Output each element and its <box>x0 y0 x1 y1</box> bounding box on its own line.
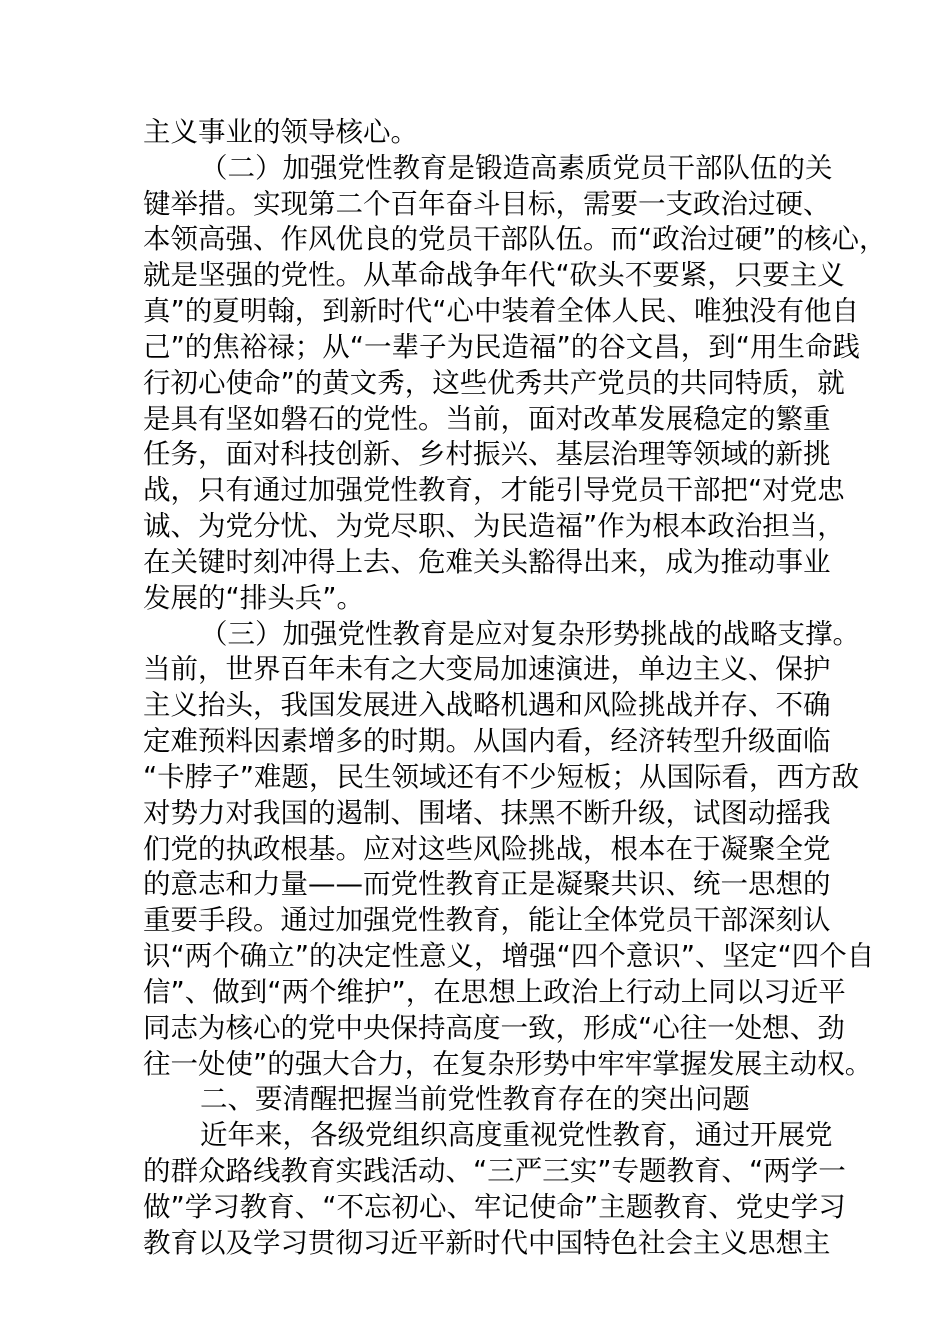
text-line: 的群众路线教育实践活动、“三严三实”专题教育、“两学一 <box>143 1155 846 1188</box>
text-line: 任务，面对科技创新、乡村振兴、基层治理等领域的新挑 <box>143 438 831 471</box>
text-line: “卡脖子”难题，民生领域还有不少短板；从国际看，西方敌 <box>143 760 859 793</box>
paragraph <box>143 115 843 151</box>
text-line: 往一处使”的强大合力，在复杂形势中牢牢掌握发展主动权。 <box>143 1047 873 1080</box>
text-line: 识“两个确立”的决定性意义，增强“四个意识”、坚定“四个自 <box>143 940 875 973</box>
text-line: 主义事业的领导核心。 <box>143 116 418 148</box>
text-line: 定难预料因素增多的时期。从国内看，经济转型升级面临 <box>143 725 831 758</box>
paragraph <box>143 1118 846 1261</box>
text-line: 二、要清醒把握当前党性教育存在的突出问题 <box>200 1083 750 1116</box>
text-line: 战，只有通过加强党性教育，才能引导党员干部把“对党忠 <box>143 474 845 507</box>
text-line: 诚、为党分忧、为党尽职、为民造福”作为根本政治担当， <box>143 510 845 543</box>
text-line: 是具有坚如磐石的党性。当前，面对改革发展稳定的繁重 <box>143 402 831 435</box>
text-line: （三）加强党性教育是应对复杂形势挑战的战略支撑。 <box>200 617 860 650</box>
text-line: 真”的夏明翰，到新时代“心中装着全体人民、唯独没有他自 <box>143 295 859 328</box>
text-line: 们党的执政根基。应对这些风险挑战，根本在于凝聚全党 <box>143 832 831 865</box>
text-line: 键举措。实现第二个百年奋斗目标，需要一支政治过硬、 <box>143 187 831 220</box>
text-line: 在关键时刻冲得上去、危难关头豁得出来，成为推动事业 <box>143 545 831 578</box>
text-line: 的意志和力量——而党性教育正是凝聚共识、统一思想的 <box>143 868 831 901</box>
text-line: 行初心使命”的黄文秀，这些优秀共产党员的共同特质，就 <box>143 366 845 399</box>
text-line: 同志为核心的党中央保持高度一致，形成“心往一处想、劲 <box>143 1011 845 1044</box>
text-line: 本领高强、作风优良的党员干部队伍。而“政治过硬”的核心， <box>143 223 887 256</box>
paragraph <box>143 151 887 617</box>
paragraph <box>143 617 875 1083</box>
text-line: 重要手段。通过加强党性教育，能让全体党员干部深刻认 <box>143 904 831 937</box>
text-line: 近年来，各级党组织高度重视党性教育，通过开展党 <box>200 1119 833 1152</box>
text-line: 当前，世界百年未有之大变局加速演进，单边主义、保护 <box>143 653 831 686</box>
text-line: 发展的“排头兵”。 <box>143 581 364 614</box>
text-line: 就是坚强的党性。从革命战争年代“砍头不要紧，只要主义 <box>143 259 845 292</box>
text-line: 教育以及学习贯彻习近平新时代中国特色社会主义思想主 <box>143 1226 831 1259</box>
text-line: 对势力对我国的遏制、围堵、抹黑不断升级，试图动摇我 <box>143 796 831 829</box>
text-line: 主义抬头，我国发展进入战略机遇和风险挑战并存、不确 <box>143 689 831 722</box>
paragraph <box>143 1082 843 1118</box>
text-line: （二）加强党性教育是锻造高素质党员干部队伍的关 <box>200 151 833 184</box>
text-line: 己”的焦裕禄；从“一辈子为民造福”的谷文昌，到“用生命践 <box>143 330 860 363</box>
text-line: 信”、做到“两个维护”，在思想上政治上行动上同以习近平 <box>143 975 846 1008</box>
text-line: 做”学习教育、“不忘初心、牢记使命”主题教育、党史学习 <box>143 1190 846 1223</box>
document-body <box>143 115 887 1262</box>
